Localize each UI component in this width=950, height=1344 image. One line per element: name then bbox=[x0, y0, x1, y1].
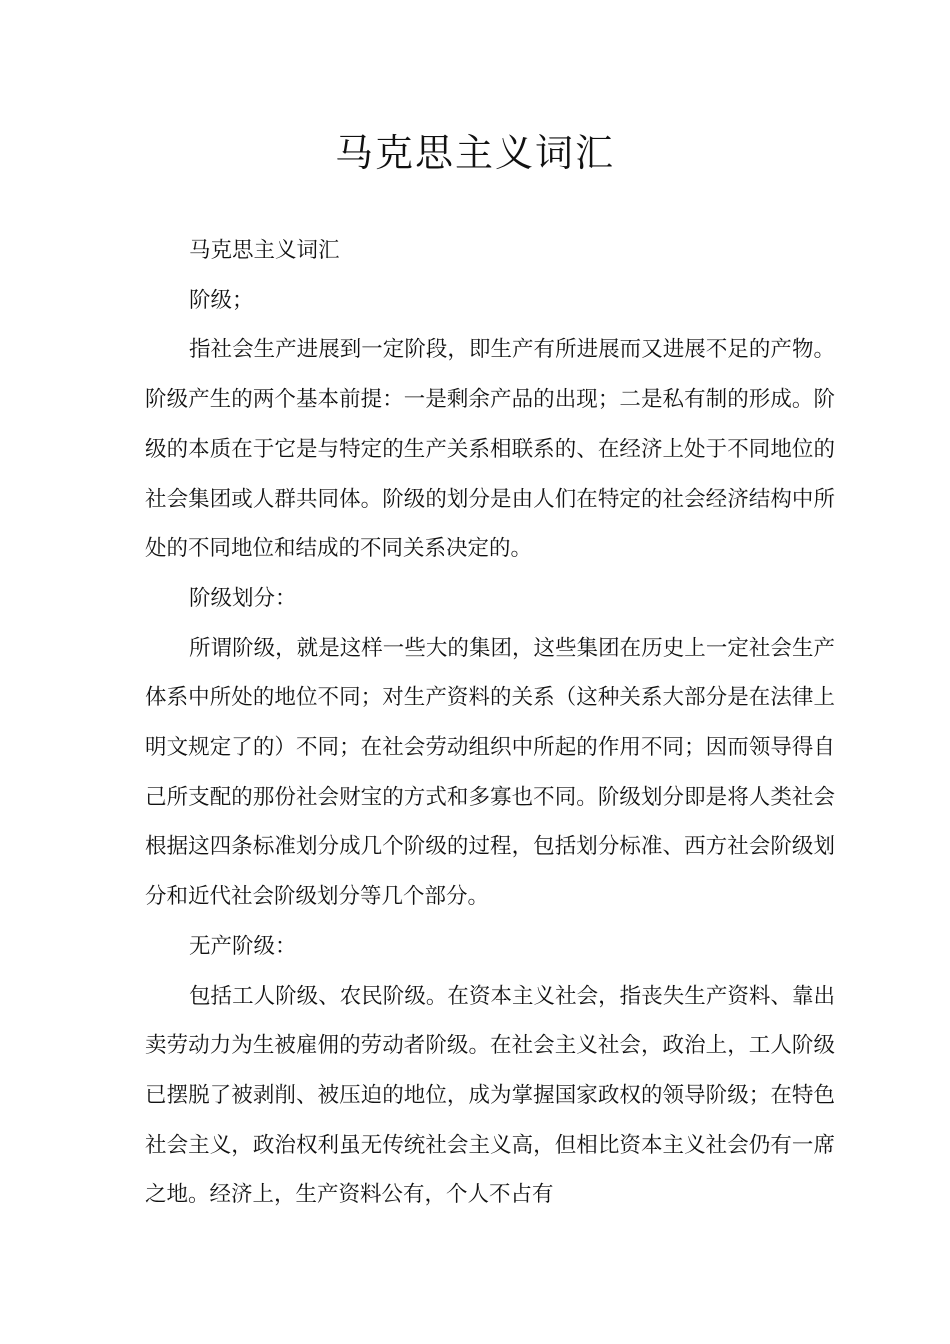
section-heading-class: 阶级； bbox=[189, 287, 254, 313]
paragraph-class-definition: 指社会生产进展到一定阶段，即生产有所进展而又进展不足的产物。阶级产生的两个基本前提：一是剩余产品的出现；二是私有制的形成。阶级的本质在于它是与特定的生产关系相联系的、在经济上处于不同地位的社会集团或人群共同体。阶级的划分是由人们在特定的社会经济结构中所处的不同地位和结成的不同关系决定的。 bbox=[145, 337, 835, 562]
paragraph-proletariat: 包括工人阶级、农民阶级。在资本主义社会，指丧失生产资料、靠出卖劳动力为生被雇佣的劳动者阶级。在社会主义社会，政治上，工人阶级已摆脱了被剥削、被压迫的地位，成为掌握国家政权的领导阶级；在特色社会主义，政治权利虽无传统社会主义高，但相比资本主义社会仍有一席之地。经济上，生产资料公有，个人不占有 bbox=[145, 983, 835, 1208]
section-heading-subtitle: 马克思主义词汇 bbox=[189, 238, 340, 263]
section-heading-class-division: 阶级划分： bbox=[189, 585, 297, 611]
paragraph-class-division: 所谓阶级，就是这样一些大的集团，这些集团在历史上一定社会生产体系中所处的地位不同；对生产资料的关系（这种关系大部分是在法律上明文规定了的）不同；在社会劳动组织中所起的作用不同；因而领导得自己所支配的那份社会财宝的方式和多寡也不同。阶级划分即是将人类社会根据这四条标准划分成几个阶级的过程，包括划分标准、西方社会阶级划分和近代社会阶级划分等几个部分。 bbox=[145, 635, 835, 910]
section-heading-proletariat: 无产阶级： bbox=[189, 933, 297, 959]
document-title: 马克思主义词汇 bbox=[334, 131, 615, 175]
document-body bbox=[145, 226, 835, 1220]
